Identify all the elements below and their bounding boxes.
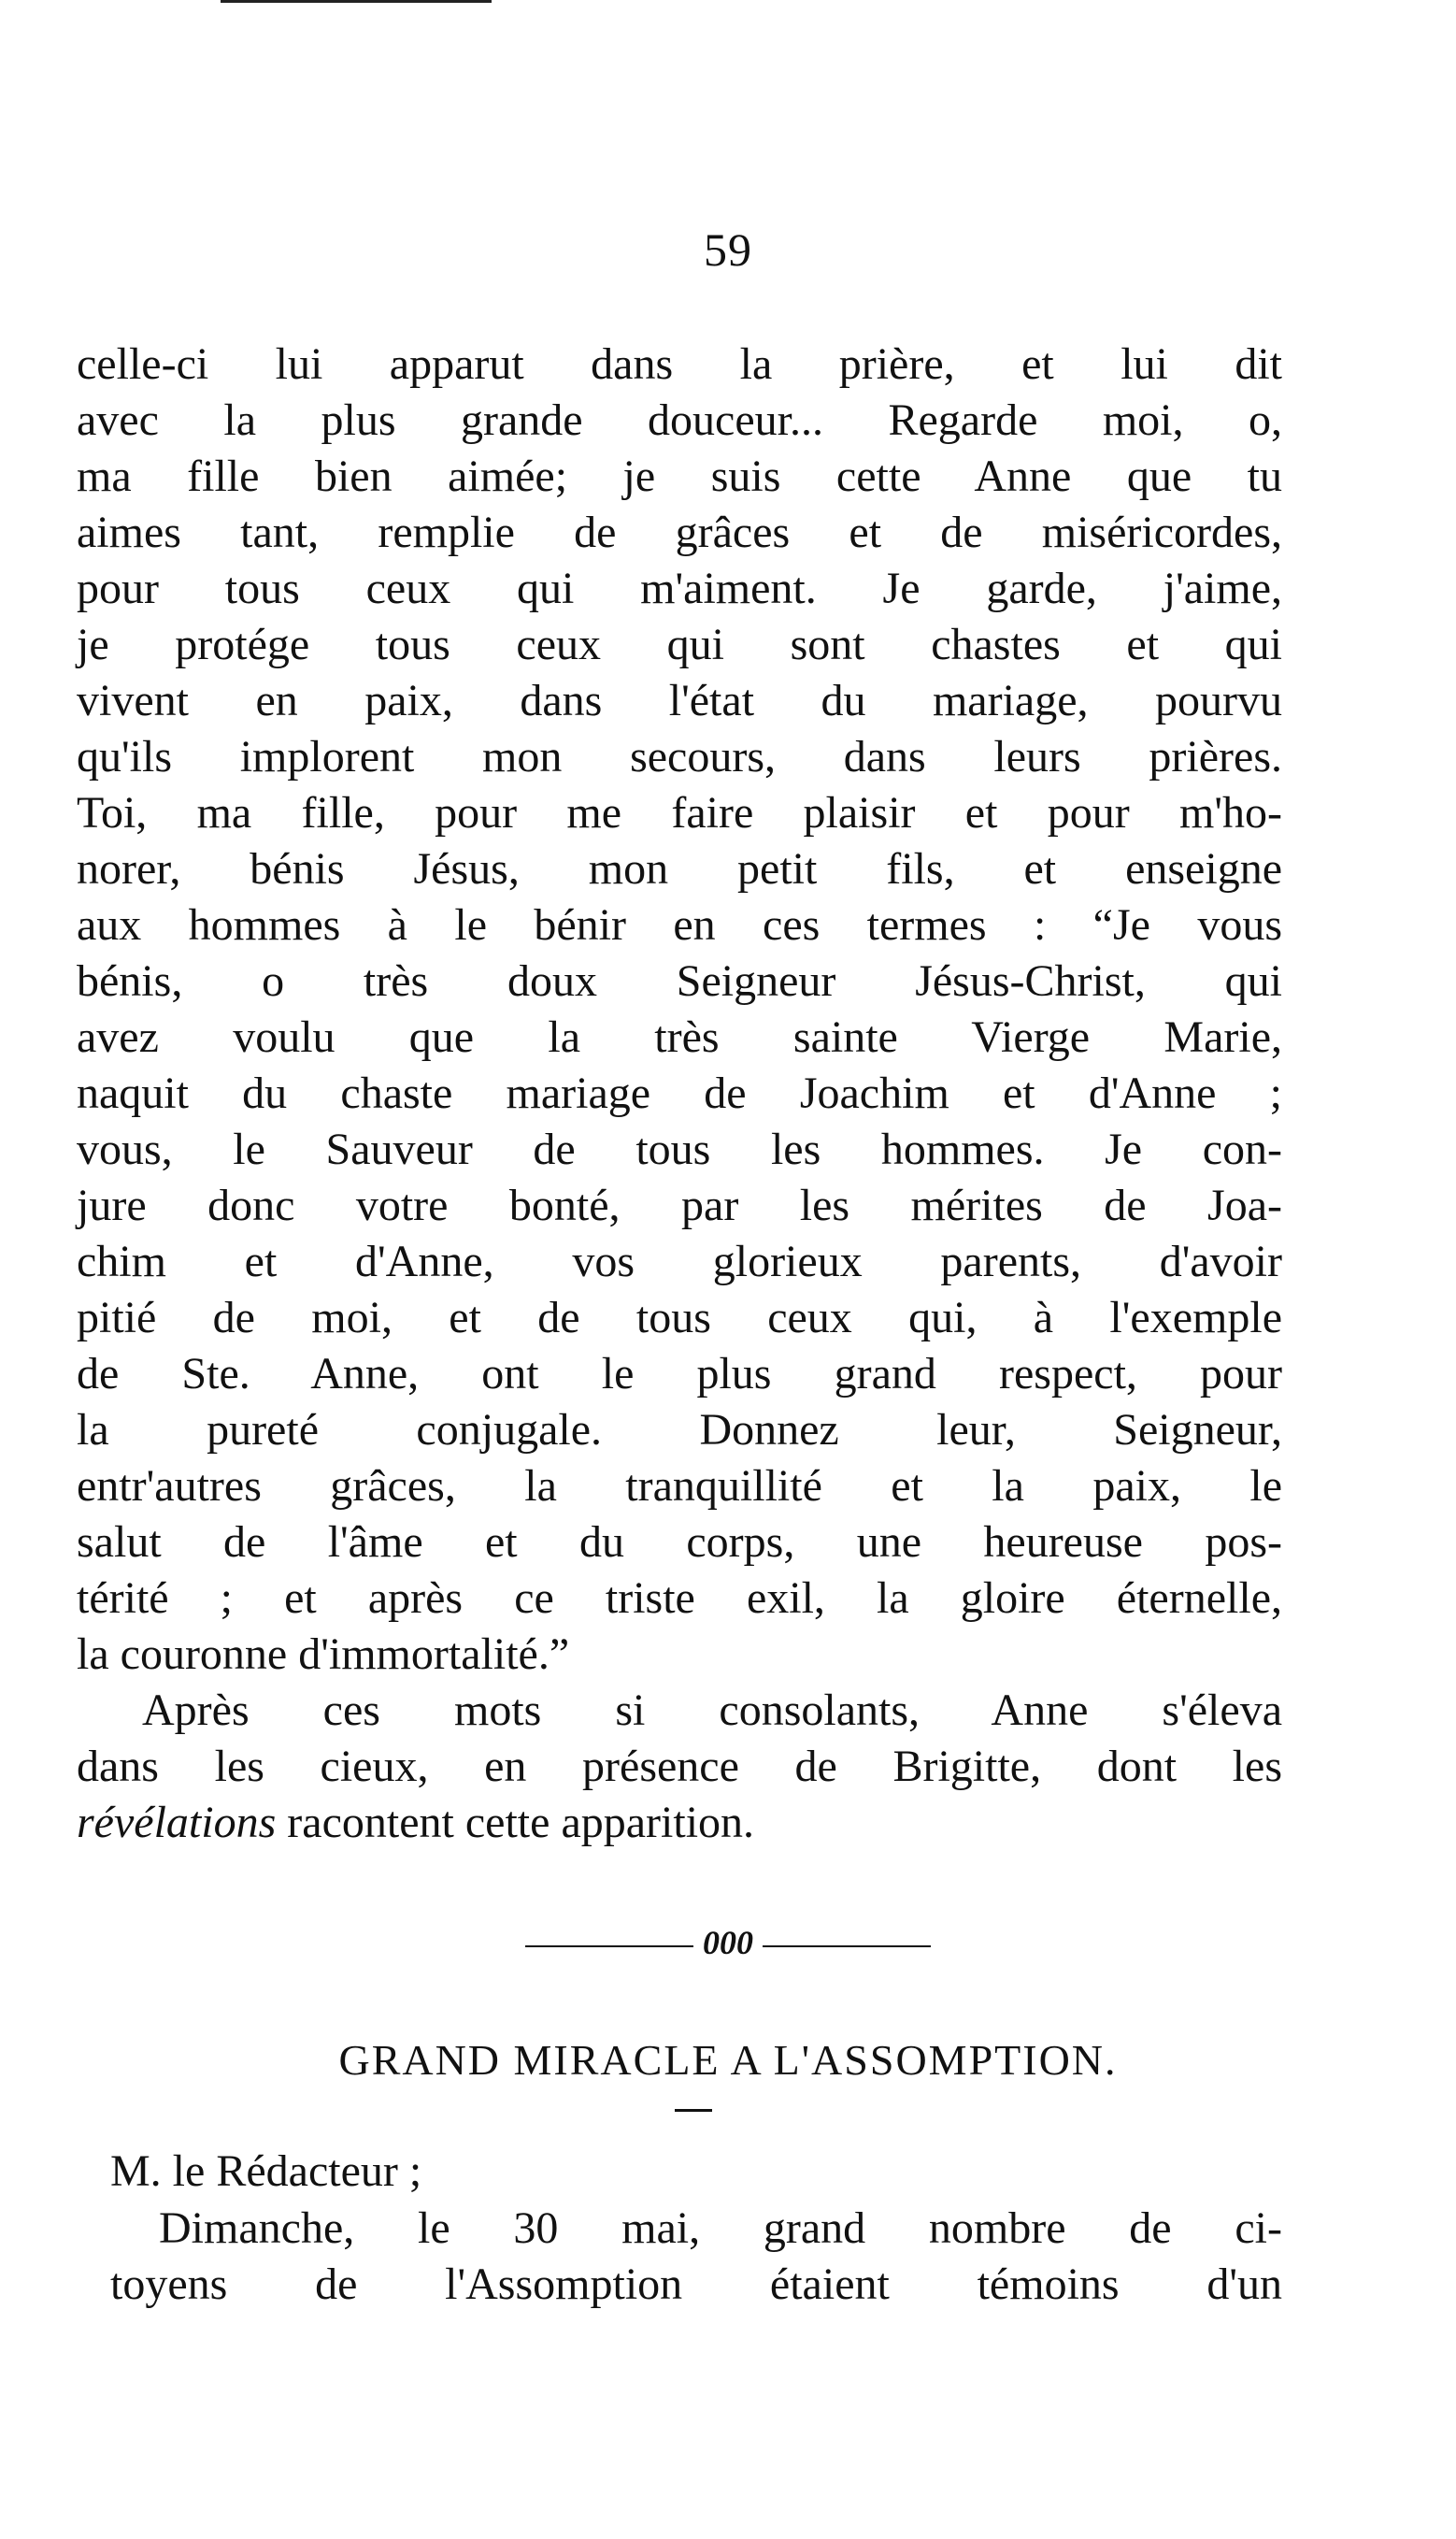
text-line: Dimanche, le 30 mai, grand nombre de ci- — [159, 2203, 1282, 2253]
text-line: naquit du chaste mariage de Joachim et d'Anne ; — [77, 1069, 1282, 1118]
text-line-final — [77, 1795, 1282, 1851]
page-number: 59 — [704, 223, 752, 276]
text-line: avez voulu que la très sainte Vierge Marie, — [77, 1012, 1282, 1062]
section-title: GRAND MIRACLE A L'ASSOMPTION. — [338, 2036, 1118, 2084]
separator-text: 000 — [703, 1924, 753, 1961]
text-line: pitié de moi, et de tous ceux qui, à l'exemple — [77, 1293, 1282, 1342]
text-line: pour tous ceux qui m'aiment. Je garde, j'aime, — [77, 564, 1282, 613]
text-line: la couronne d'immortalité.” — [77, 1629, 570, 1679]
text-line: norer, bénis Jésus, mon petit fils, et enseigne — [77, 844, 1282, 894]
text-line: Après ces mots si consolants, Anne s'éleva — [142, 1685, 1282, 1735]
separator-dash-right — [763, 1945, 931, 1947]
text-line: toyens de l'Assomption étaient témoins d'un — [110, 2259, 1282, 2309]
text-line: bénis, o très doux Seigneur Jésus-Christ, qui — [77, 956, 1282, 1006]
text-line: térité ; et après ce triste exil, la gloire éternelle, — [77, 1573, 1282, 1623]
text-line: Toi, ma fille, pour me faire plaisir et pour m'ho- — [77, 788, 1282, 838]
text-line: vivent en paix, dans l'état du mariage, pourvu — [77, 676, 1282, 725]
text-line: entr'autres grâces, la tranquillité et la paix, le — [77, 1461, 1282, 1511]
text-line: de Ste. Anne, ont le plus grand respect, pour — [77, 1349, 1282, 1399]
text-line: salut de l'âme et du corps, une heureuse pos- — [77, 1517, 1282, 1567]
text-line: avec la plus grande douceur... Regarde moi, o, — [77, 395, 1282, 445]
separator-dash-left — [525, 1945, 693, 1947]
text-line: celle-ci lui apparut dans la prière, et lui dit — [77, 339, 1282, 389]
top-rule — [221, 0, 492, 3]
text-line: vous, le Sauveur de tous les hommes. Je con- — [77, 1125, 1282, 1174]
text-line: jure donc votre bonté, par les mérites de Joa- — [77, 1181, 1282, 1230]
text-line: dans les cieux, en présence de Brigitte, dont les — [77, 1742, 1282, 1791]
italic-word: révélations — [77, 1798, 277, 1847]
text-line: qu'ils implorent mon secours, dans leurs prières. — [77, 732, 1282, 782]
text-line: aimes tant, remplie de grâces et de miséricordes, — [77, 508, 1282, 557]
text-line: aux hommes à le bénir en ces termes : “Je vous — [77, 900, 1282, 950]
text-line: ma fille bien aimée; je suis cette Anne que tu — [77, 452, 1282, 501]
text-line-rest: racontent cette apparition. — [276, 1798, 755, 1847]
text-line: chim et d'Anne, vos glorieux parents, d'avoir — [77, 1237, 1282, 1286]
text-line: la pureté conjugale. Donnez leur, Seigneur, — [77, 1405, 1282, 1455]
letter-salutation: M. le Rédacteur ; — [110, 2146, 422, 2196]
letter-text — [110, 2143, 1282, 2313]
text-line: je protége tous ceux qui sont chastes et qui — [77, 620, 1282, 669]
title-underline-mark — [675, 2109, 712, 2112]
section-separator — [0, 1924, 1456, 1961]
main-text — [77, 337, 1282, 1851]
